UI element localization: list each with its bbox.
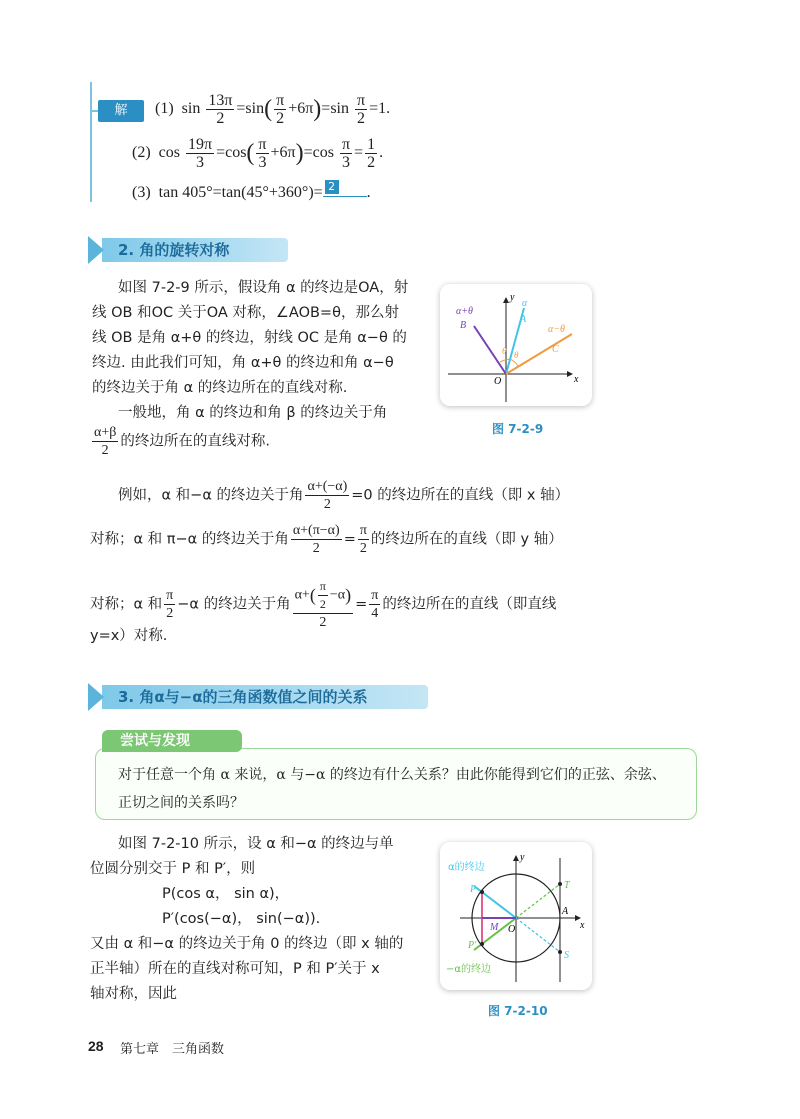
alpha-terminal-side bbox=[474, 886, 516, 918]
para-3-line-5: 又由 α 和−α 的终边关于角 0 的终边（即 x 轴的 bbox=[90, 936, 404, 952]
figure-7-2-9 bbox=[440, 284, 592, 406]
section-2-header bbox=[88, 236, 288, 264]
para-3-line-2: 位圆分别交于 P 和 P′，则 bbox=[90, 861, 256, 877]
para-3-line-1: 如图 7-2-10 所示，设 α 和−α 的终边与单 bbox=[118, 836, 394, 852]
fig7210-y-label: y bbox=[520, 852, 525, 863]
fig729-alpha-label: α bbox=[522, 298, 528, 309]
para-3-line-6: 正半轴）所在的直线对称可知，P 和 P′关于 x bbox=[90, 961, 380, 977]
solution-line-1: (1) sin $\frac{13\pi}{2}$ =sin( $\frac{\pi}{2}$ +6π)=sin $\frac{\pi}{2}$ =1. bbox=[155, 92, 391, 127]
example-line-3: 对称；α 和 $\frac{\pi}{2}$ −α 的终边关于角 α+( $\frac{\pi}{2}$ −α) 2 = $\frac{\pi}{4}$ 的终边所在的直线（即直线 bbox=[90, 579, 557, 630]
para-3-line-7: 轴对称，因此 bbox=[90, 986, 177, 1002]
fig729-x-label: x bbox=[574, 374, 579, 385]
fig729-theta-1: θ bbox=[502, 346, 507, 356]
example-line-2: 对称；α 和 π−α 的终边关于角 $\frac{\alpha+(\pi-\alpha)}{2}$ = $\frac{\pi}{2}$ 的终边所在的直线（即 y 轴） bbox=[90, 523, 563, 556]
fig729-c-label: C bbox=[552, 344, 559, 355]
solution-badge: 解 bbox=[98, 100, 144, 122]
fig729-a-label: A bbox=[520, 314, 527, 325]
dashed-os bbox=[516, 918, 560, 952]
fig729-b-angle: α+θ bbox=[456, 306, 473, 317]
para-3-line-3: P(cos α， sin α)， bbox=[162, 886, 290, 902]
section-2-para-1-line-5: 的终边关于角 α 的终边所在的直线对称. bbox=[92, 380, 348, 396]
section-2-title: 2. 角的旋转对称 bbox=[118, 241, 230, 259]
figure-7-2-9-diagram bbox=[440, 284, 592, 406]
try-discover-text: 对于任意一个角 α 来说，α 与−α 的终边有什么关系？由此你能得到它们的正弦、余弦、正切之间的关系吗？ bbox=[118, 767, 666, 811]
example-line-4: y=x）对称. bbox=[90, 628, 168, 644]
section-2-para-1-line-1: 如图 7-2-9 所示，假设角 α 的终边是OA，射 bbox=[118, 280, 409, 296]
figure-7-2-10-caption: 图 7-2-10 bbox=[488, 1004, 548, 1018]
section-2-para-1-line-4: 终边. 由此我们可知，角 α+θ 的终边和角 α−θ bbox=[92, 355, 394, 371]
answer-blank[interactable]: 2 bbox=[323, 180, 367, 197]
solution-line-3: (3) tan 405°=tan(45°+360°)= 2 . bbox=[132, 180, 371, 201]
section-3-title: 3. 角α与−α的三角函数值之间的关系 bbox=[118, 688, 368, 706]
chapter-title: 第七章 三角函数 bbox=[120, 1042, 225, 1057]
fig7210-s-label: S bbox=[564, 950, 569, 961]
para-3-line-4: P′(cos(−α)， sin(−α)). bbox=[162, 911, 321, 927]
figure-7-2-10-diagram bbox=[440, 842, 592, 990]
fig7210-a-label: A bbox=[562, 906, 569, 917]
fig7210-pp-label: P′ bbox=[468, 940, 477, 951]
section-2-para-2-line-1: 一般地，角 α 的终边和角 β 的终边关于角 bbox=[118, 405, 388, 421]
section-2-para-1-line-3: 线 OB 是角 α+θ 的终边，射线 OC 是角 α−θ 的 bbox=[92, 330, 407, 346]
fig729-theta-2: θ bbox=[514, 350, 519, 360]
section-2-para-1-line-2: 线 OB 和OC 关于OA 对称，∠AOB=θ，那么射 bbox=[92, 305, 399, 321]
figure-7-2-10 bbox=[440, 842, 592, 990]
dashed-ot bbox=[516, 884, 560, 918]
fig7210-o-label: O bbox=[508, 924, 516, 935]
fig729-c-angle: α−θ bbox=[548, 324, 565, 335]
section-2-para-2-line-2: $\frac{\alpha+\beta}{2}$ 的终边所在的直线对称. bbox=[94, 425, 270, 458]
fig729-y-label: y bbox=[510, 292, 515, 303]
fig7210-alpha-side: α的终边 bbox=[448, 862, 485, 873]
fig7210-m-label: M bbox=[490, 922, 499, 933]
fig7210-x-label: x bbox=[580, 920, 585, 931]
example-line-1: 例如，α 和−α 的终边关于角 $\frac{\alpha+(-\alpha)}{2}$ =0 的终边所在的直线（即 x 轴） bbox=[118, 479, 570, 512]
fig7210-p-label: P bbox=[470, 884, 477, 895]
fig7210-t-label: T bbox=[564, 880, 570, 891]
section-3-header bbox=[88, 683, 428, 711]
try-discover-box bbox=[95, 748, 697, 820]
solution-bar bbox=[90, 82, 92, 202]
page-number: 28 bbox=[88, 1038, 104, 1054]
figure-7-2-9-caption: 图 7-2-9 bbox=[492, 422, 544, 436]
try-discover-tab: 尝试与发现 bbox=[102, 730, 242, 752]
solution-line-2: (2) cos $\frac{19\pi}{3}$ =cos( $\frac{\pi}{3}$ +6π)=cos $\frac{\pi}{3}$ = $\frac{1}{2}$ . bbox=[132, 136, 384, 171]
fig7210-neg-alpha-side: −α的终边 bbox=[446, 964, 491, 975]
fig729-b-label: B bbox=[460, 320, 467, 331]
fig729-o-label: O bbox=[494, 376, 502, 387]
